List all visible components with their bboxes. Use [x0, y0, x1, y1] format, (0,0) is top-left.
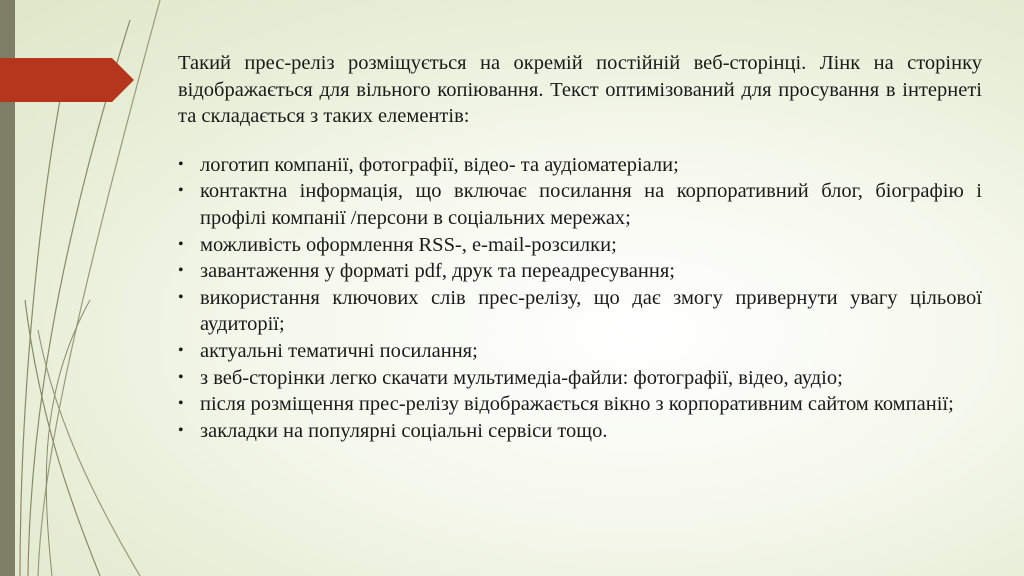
- list-item: [178, 152, 982, 179]
- bullet-icon: •: [178, 288, 184, 306]
- bullet-icon: •: [178, 368, 184, 386]
- list-item-text: використання ключових слів прес-релізу, що дає змогу привернути увагу цільової аудиторії;: [200, 286, 982, 336]
- slide-content: [178, 50, 982, 444]
- list-item-text: актуальні тематичні посилання;: [200, 339, 478, 362]
- list-item-text: контактна інформація, що включає посилання на корпоративний блог, біографію і профілі компанії /персони в соціальних мережах;: [200, 180, 982, 229]
- list-item: [178, 418, 982, 445]
- list-item-text: можливість оформлення RSS-, e-mail-розсилки;: [200, 233, 617, 256]
- list-item-text: після розміщення прес-релізу відображається вікно з корпоративним сайтом компанії;: [200, 393, 954, 416]
- bullet-icon: •: [178, 155, 184, 173]
- arrow-banner: [0, 58, 134, 102]
- list-item-text: з веб-сторінки легко скачати мультимедіа-файли: фотографії, відео, аудіо;: [200, 366, 843, 389]
- bullet-icon: •: [178, 395, 184, 413]
- list-item: [178, 365, 982, 392]
- list-item: [178, 285, 982, 338]
- list-item: [178, 391, 982, 418]
- intro-paragraph: Такий прес-реліз розміщується на окремій постійній веб-сторінці. Лінк на сторінку відображається для вільного копіювання. Текст оптимізований для просування в інтернеті та складається з таких елементів:: [178, 52, 982, 128]
- bullet-icon: •: [178, 182, 184, 200]
- bullet-icon: •: [178, 262, 184, 280]
- bullet-icon: •: [178, 421, 184, 439]
- bullet-icon: •: [178, 235, 184, 253]
- list-item: [178, 338, 982, 365]
- list-item: [178, 258, 982, 285]
- list-item-text: закладки на популярні соціальні сервіси тощо.: [200, 419, 608, 442]
- bullet-icon: •: [178, 341, 184, 359]
- bullet-list: [178, 152, 982, 445]
- list-item: [178, 178, 982, 231]
- list-item-text: логотип компанії, фотографії, відео- та аудіоматеріали;: [200, 153, 679, 176]
- list-item-text: завантаження у форматі pdf, друк та переадресування;: [200, 260, 675, 283]
- list-item: [178, 232, 982, 259]
